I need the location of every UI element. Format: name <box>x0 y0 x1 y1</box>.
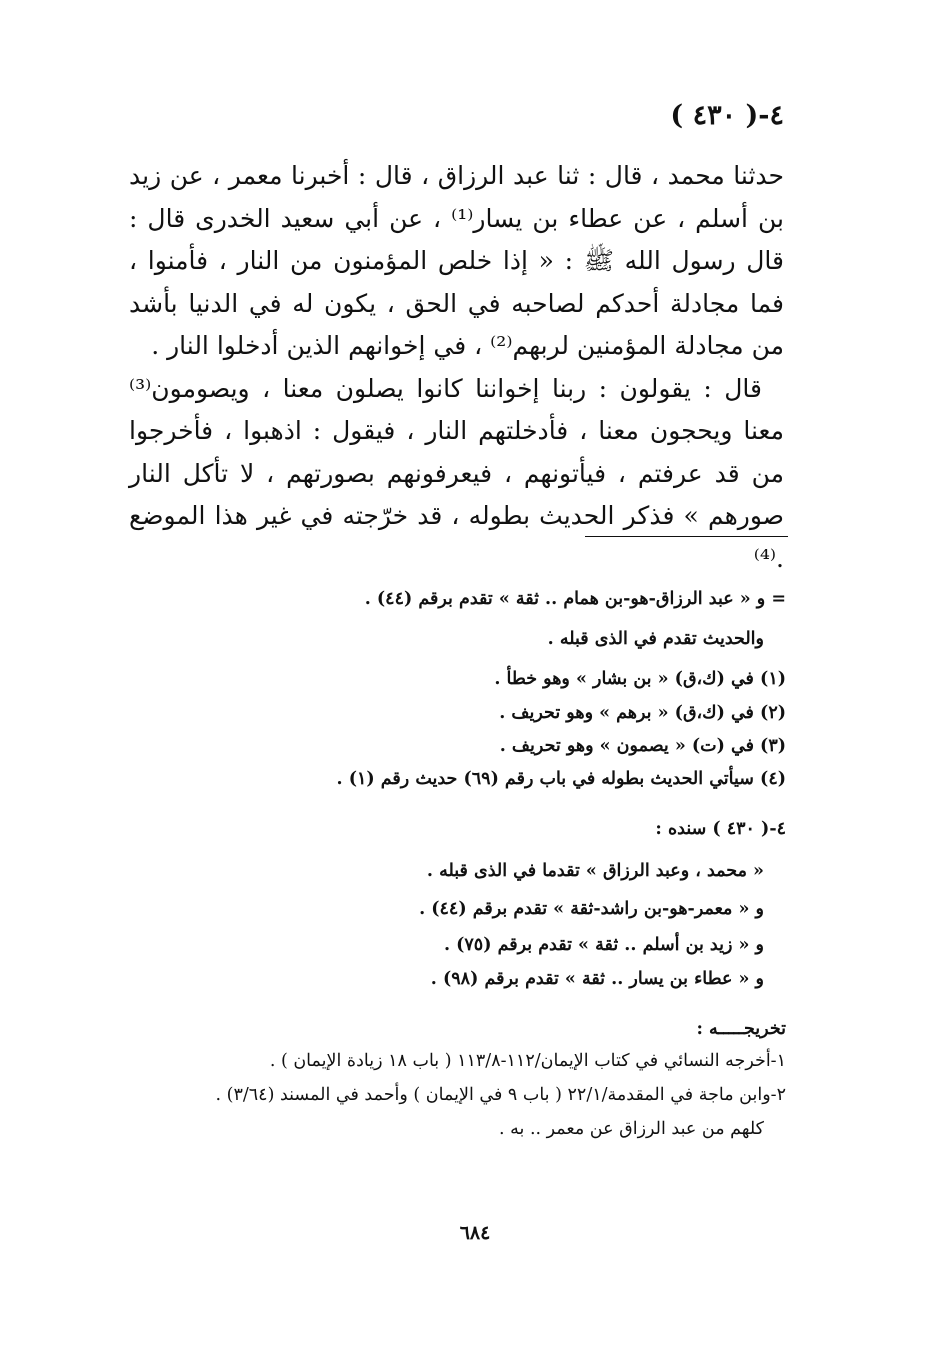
footnote-item: (٢) في (ك،ق) « برهم » وهو تحريف . <box>499 703 786 723</box>
hadith-paragraph: قال : يقولون : ربنا إخواننا كانوا يصلون معنا ، ويصومون⁽³⁾ معنا ويحجون معنا ، فأدخلتهم النار ، فيقول : اذهبوا ، فأخرجوا من قد عرفتم ، فيأتونهم ، فيعرفونهم بصورتهم ، لا تأكل النار صورهم » فذكر الحديث بطوله ، قد خرّجته في غير هذا الموضع .⁽⁴⁾ <box>129 373 784 573</box>
footnote-item: (٤) سيأتي الحديث بطوله في باب رقم (٦٩) حديث رقم (١) . <box>336 769 786 789</box>
takhrij-heading: تخريجـــــه : <box>696 1019 786 1039</box>
footnote-continuation: = و « عبد الرزاق-هو-بن همام .. ثقة » تقدم برقم (٤٤) . <box>364 589 786 609</box>
takhrij-item: ٢-وابن ماجة في المقدمة/٢٢/١ ( باب ٩ في الإيمان ) وأحمد في المسند (٣/٦٤) . <box>215 1085 786 1105</box>
takhrij-item: ١-أخرجه النسائي في كتاب الإيمان/١١٢-١١٣/٨ ( باب ١٨ زيادة الإيمان ) . <box>269 1051 786 1071</box>
footnote-item: (٣) في (ت) « يصمون » وهو تحريف . <box>499 736 786 756</box>
takhrij-item: كلهم من عبد الرزاق عن معمر .. به . <box>499 1119 764 1139</box>
hadith-paragraph: حدثنا محمد ، قال : ثنا عبد الرزاق ، قال : أخبرنا معمر ، عن زيد بن أسلم ، عن عطاء بن يسار⁽¹⁾ ، عن أبي سعيد الخدرى قال : قال رسول الله ﷺ : « إذا خلص المؤمنون من النار ، فأمنوا ، فما مجادلة أحدكم لصاحبه في الحق ، يكون له في الدنيا بأشد من مجادلة المؤمنين لربهم⁽²⁾ ، في إخوانهم الذين أدخلوا النار . <box>129 161 784 360</box>
isnad-heading: ٤-( ٤٣٠ ) سنده : <box>655 819 786 839</box>
hadith-text <box>129 155 784 580</box>
hadith-number-heading: ٤-( ٤٣٠ ) <box>670 100 784 131</box>
page-number: ٦٨٤ <box>459 1222 491 1244</box>
isnad-item: « محمد ، وعبد الرزاق » تقدما في الذى قبله . <box>426 861 764 881</box>
footnote-item: (١) في (ك،ق) « بن بشار » وهو خطأ . <box>494 669 786 689</box>
isnad-item: و « زيد بن أسلم .. ثقة » تقدم برقم (٧٥) . <box>443 935 764 955</box>
footnote-separator <box>585 536 788 537</box>
isnad-item: و « عطاء بن يسار .. ثقة » تقدم برقم (٩٨) . <box>430 969 764 989</box>
isnad-item: و « معمر-هو-بن راشد-ثقة » تقدم برقم (٤٤) . <box>419 899 764 919</box>
footnote-hadith-note: والحديث تقدم في الذى قبله . <box>547 629 764 649</box>
